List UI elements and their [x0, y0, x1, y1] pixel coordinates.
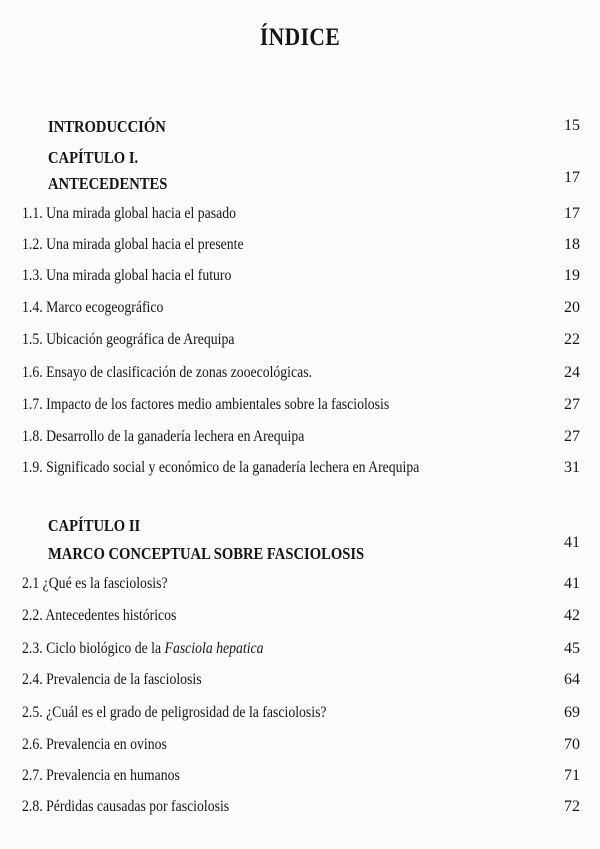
toc-entry[interactable]: [0, 767, 600, 793]
toc-entry[interactable]: [0, 704, 600, 730]
toc-label: 1.5. Ubicación geográfica de Arequipa: [22, 331, 235, 348]
toc-label: 1.6. Ensayo de clasificación de zonas zooecológicas.: [22, 364, 312, 381]
toc-page-number: 17: [564, 169, 580, 186]
toc-label-text: 2.3. Ciclo biológico de la: [22, 640, 165, 657]
toc-label: 2.6. Prevalencia en ovinos: [22, 736, 167, 753]
toc-chapter-2[interactable]: [0, 516, 600, 564]
toc-entry[interactable]: [0, 459, 600, 485]
toc-chapter-1[interactable]: [0, 148, 600, 196]
toc-page-number: 19: [564, 267, 580, 284]
toc-page-number: 70: [564, 736, 580, 753]
toc-label: 2.4. Prevalencia de la fasciolosis: [22, 671, 202, 688]
toc-page-number: 31: [564, 459, 580, 476]
toc-page-number: 72: [564, 798, 580, 815]
toc-label: 1.9. Significado social y económico de la ganadería lechera en Arequipa: [22, 459, 420, 476]
toc-label: 1.2. Una mirada global hacia el presente: [22, 236, 244, 253]
toc-entry[interactable]: [0, 428, 600, 454]
toc-label: 1.4. Marco ecogeográfico: [22, 299, 164, 316]
toc-entry[interactable]: [0, 205, 600, 231]
toc-label: 2.2. Antecedentes históricos: [22, 607, 177, 624]
toc-page-number: 18: [564, 236, 580, 253]
toc-page-number: 20: [564, 299, 580, 316]
toc-entry[interactable]: [0, 798, 600, 824]
toc-page-number: 42: [564, 607, 580, 624]
toc-entry[interactable]: [0, 575, 600, 601]
chapter-heading-line2: MARCO CONCEPTUAL SOBRE FASCIOLOSIS: [48, 544, 365, 563]
toc-label: [22, 640, 264, 658]
toc-label: 1.3. Una mirada global hacia el futuro: [22, 267, 232, 284]
toc-label: 2.8. Pérdidas causadas por fasciolosis: [22, 798, 230, 815]
toc-label-italic: Fasciola hepatica: [164, 640, 264, 657]
toc-entry[interactable]: [0, 640, 600, 666]
toc-entry[interactable]: [0, 671, 600, 697]
toc-page-number: 64: [564, 671, 580, 688]
toc-entry[interactable]: [0, 267, 600, 293]
toc-label: 2.1 ¿Qué es la fasciolosis?: [22, 575, 168, 592]
chapter-heading-line2: ANTECEDENTES: [48, 174, 168, 193]
toc-page-number: 41: [564, 534, 580, 551]
toc-entry[interactable]: [0, 736, 600, 762]
toc-page-number: 45: [564, 640, 580, 657]
toc-page-number: 24: [564, 364, 580, 381]
toc-entry[interactable]: [0, 364, 600, 390]
toc-entry[interactable]: [0, 396, 600, 422]
toc-page-number: 27: [564, 428, 580, 445]
toc-label: 1.1. Una mirada global hacia el pasado: [22, 205, 236, 222]
toc-label: INTRODUCCIÓN: [48, 117, 166, 136]
toc-page-number: 69: [564, 704, 580, 721]
toc-page-number: 17: [564, 205, 580, 222]
toc-page-number: 22: [564, 331, 580, 348]
toc-page-number: 27: [564, 396, 580, 413]
toc-entry[interactable]: [0, 299, 600, 325]
toc-page-number: 71: [564, 767, 580, 784]
toc-entry[interactable]: [0, 236, 600, 262]
chapter-heading-line1: CAPÍTULO I.: [48, 148, 139, 167]
toc-entry-introduccion[interactable]: [0, 117, 600, 143]
toc-label: 2.7. Prevalencia en humanos: [22, 767, 180, 784]
toc-label: 1.7. Impacto de los factores medio ambientales sobre la fasciolosis: [22, 396, 390, 413]
toc-label: 2.5. ¿Cuál es el grado de peligrosidad de la fasciolosis?: [22, 704, 327, 721]
toc-page-number: 15: [564, 117, 580, 134]
toc-entry[interactable]: [0, 607, 600, 633]
toc-label: 1.8. Desarrollo de la ganadería lechera en Arequipa: [22, 428, 305, 445]
toc-page-number: 41: [564, 575, 580, 592]
toc-entry[interactable]: [0, 331, 600, 357]
chapter-heading-line1: CAPÍTULO II: [48, 516, 141, 535]
page-title: ÍNDICE: [259, 24, 341, 51]
